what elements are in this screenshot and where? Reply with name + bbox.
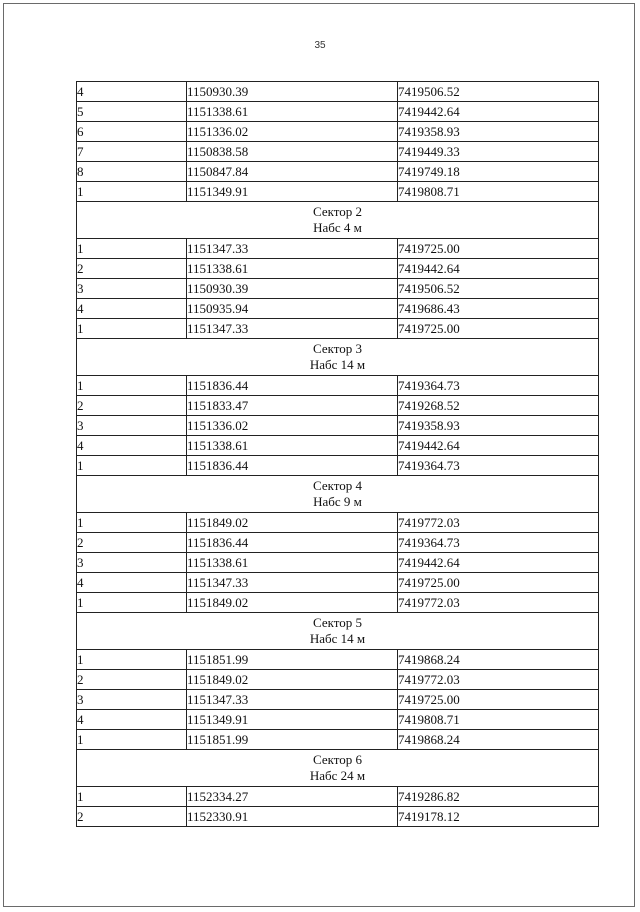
point-number-cell: 1: [77, 376, 187, 396]
table-row: [77, 279, 599, 299]
sector-title: Сектор 3: [312, 341, 362, 356]
table-row: [77, 122, 599, 142]
point-number-cell: 2: [77, 396, 187, 416]
sector-header-cell: [77, 613, 599, 650]
coordinates-table: [76, 81, 599, 827]
sector-header-cell: [77, 476, 599, 513]
table-row: [77, 807, 599, 827]
table-row: [77, 102, 599, 122]
sector-title: Сектор 2: [312, 204, 362, 219]
y-coordinate-cell: 7419358.93: [398, 416, 599, 436]
point-number-cell: 6: [77, 122, 187, 142]
x-coordinate-cell: 1151336.02: [187, 122, 398, 142]
point-number-cell: 4: [77, 710, 187, 730]
point-number-cell: 2: [77, 259, 187, 279]
table-row: [77, 396, 599, 416]
y-coordinate-cell: 7419772.03: [398, 513, 599, 533]
point-number-cell: 3: [77, 553, 187, 573]
y-coordinate-cell: 7419506.52: [398, 279, 599, 299]
y-coordinate-cell: 7419442.64: [398, 436, 599, 456]
y-coordinate-cell: 7419449.33: [398, 142, 599, 162]
x-coordinate-cell: 1151851.99: [187, 730, 398, 750]
table-row: [77, 162, 599, 182]
x-coordinate-cell: 1151851.99: [187, 650, 398, 670]
table-row: [77, 513, 599, 533]
x-coordinate-cell: 1151347.33: [187, 319, 398, 339]
table-row: [77, 670, 599, 690]
table-row: [77, 573, 599, 593]
y-coordinate-cell: 7419725.00: [398, 573, 599, 593]
x-coordinate-cell: 1150935.94: [187, 299, 398, 319]
x-coordinate-cell: 1151349.91: [187, 182, 398, 202]
x-coordinate-cell: 1151836.44: [187, 456, 398, 476]
sector-height: Набс 14 м: [309, 357, 366, 372]
sector-header-row: [77, 750, 599, 787]
sector-title: Сектор 5: [312, 615, 362, 630]
y-coordinate-cell: 7419868.24: [398, 650, 599, 670]
table-row: [77, 690, 599, 710]
x-coordinate-cell: 1151849.02: [187, 670, 398, 690]
x-coordinate-cell: 1151338.61: [187, 553, 398, 573]
table-row: [77, 299, 599, 319]
sector-header-row: [77, 476, 599, 513]
point-number-cell: 1: [77, 239, 187, 259]
point-number-cell: 4: [77, 436, 187, 456]
point-number-cell: 1: [77, 650, 187, 670]
sector-header-cell: [77, 750, 599, 787]
y-coordinate-cell: 7419286.82: [398, 787, 599, 807]
point-number-cell: 2: [77, 670, 187, 690]
y-coordinate-cell: 7419442.64: [398, 102, 599, 122]
table-row: [77, 182, 599, 202]
y-coordinate-cell: 7419808.71: [398, 710, 599, 730]
point-number-cell: 1: [77, 787, 187, 807]
point-number-cell: 7: [77, 142, 187, 162]
sector-height: Набс 9 м: [313, 494, 362, 509]
x-coordinate-cell: 1151849.02: [187, 513, 398, 533]
table-row: [77, 730, 599, 750]
page-number: 35: [314, 40, 326, 51]
point-number-cell: 5: [77, 102, 187, 122]
x-coordinate-cell: 1151836.44: [187, 533, 398, 553]
x-coordinate-cell: 1151349.91: [187, 710, 398, 730]
table-row: [77, 710, 599, 730]
y-coordinate-cell: 7419506.52: [398, 82, 599, 102]
y-coordinate-cell: 7419772.03: [398, 593, 599, 613]
table-row: [77, 553, 599, 573]
table-row: [77, 456, 599, 476]
point-number-cell: 1: [77, 730, 187, 750]
x-coordinate-cell: 1151849.02: [187, 593, 398, 613]
x-coordinate-cell: 1151336.02: [187, 416, 398, 436]
sector-title: Сектор 4: [312, 478, 362, 493]
y-coordinate-cell: 7419725.00: [398, 319, 599, 339]
point-number-cell: 3: [77, 416, 187, 436]
point-number-cell: 2: [77, 533, 187, 553]
y-coordinate-cell: 7419808.71: [398, 182, 599, 202]
point-number-cell: 3: [77, 279, 187, 299]
x-coordinate-cell: 1151836.44: [187, 376, 398, 396]
sector-header-row: [77, 202, 599, 239]
x-coordinate-cell: 1151347.33: [187, 690, 398, 710]
x-coordinate-cell: 1151347.33: [187, 573, 398, 593]
table-row: [77, 787, 599, 807]
point-number-cell: 1: [77, 182, 187, 202]
table-row: [77, 593, 599, 613]
y-coordinate-cell: 7419442.64: [398, 553, 599, 573]
point-number-cell: 4: [77, 573, 187, 593]
point-number-cell: 4: [77, 299, 187, 319]
table-row: [77, 376, 599, 396]
sector-header-cell: [77, 202, 599, 239]
table-row: [77, 239, 599, 259]
y-coordinate-cell: 7419749.18: [398, 162, 599, 182]
sector-header-cell: [77, 339, 599, 376]
x-coordinate-cell: 1152334.27: [187, 787, 398, 807]
y-coordinate-cell: 7419725.00: [398, 239, 599, 259]
table-row: [77, 650, 599, 670]
point-number-cell: 3: [77, 690, 187, 710]
point-number-cell: 1: [77, 513, 187, 533]
x-coordinate-cell: 1150930.39: [187, 279, 398, 299]
coordinates-table-body: [77, 82, 599, 827]
x-coordinate-cell: 1151338.61: [187, 259, 398, 279]
sector-height: Набс 4 м: [313, 220, 362, 235]
table-row: [77, 436, 599, 456]
x-coordinate-cell: 1151833.47: [187, 396, 398, 416]
y-coordinate-cell: 7419868.24: [398, 730, 599, 750]
table-row: [77, 319, 599, 339]
y-coordinate-cell: 7419442.64: [398, 259, 599, 279]
y-coordinate-cell: 7419364.73: [398, 533, 599, 553]
table-row: [77, 82, 599, 102]
x-coordinate-cell: 1150930.39: [187, 82, 398, 102]
y-coordinate-cell: 7419364.73: [398, 376, 599, 396]
x-coordinate-cell: 1150838.58: [187, 142, 398, 162]
point-number-cell: 1: [77, 319, 187, 339]
y-coordinate-cell: 7419725.00: [398, 690, 599, 710]
y-coordinate-cell: 7419772.03: [398, 670, 599, 690]
y-coordinate-cell: 7419178.12: [398, 807, 599, 827]
table-row: [77, 142, 599, 162]
x-coordinate-cell: 1152330.91: [187, 807, 398, 827]
sector-height: Набс 14 м: [309, 631, 366, 646]
table-row: [77, 416, 599, 436]
y-coordinate-cell: 7419686.43: [398, 299, 599, 319]
point-number-cell: 4: [77, 82, 187, 102]
point-number-cell: 2: [77, 807, 187, 827]
table-row: [77, 533, 599, 553]
y-coordinate-cell: 7419358.93: [398, 122, 599, 142]
x-coordinate-cell: 1151338.61: [187, 436, 398, 456]
x-coordinate-cell: 1151338.61: [187, 102, 398, 122]
table-row: [77, 259, 599, 279]
sector-header-row: [77, 613, 599, 650]
sector-height: Набс 24 м: [309, 768, 366, 783]
y-coordinate-cell: 7419268.52: [398, 396, 599, 416]
y-coordinate-cell: 7419364.73: [398, 456, 599, 476]
x-coordinate-cell: 1151347.33: [187, 239, 398, 259]
sector-header-row: [77, 339, 599, 376]
point-number-cell: 1: [77, 593, 187, 613]
point-number-cell: 8: [77, 162, 187, 182]
x-coordinate-cell: 1150847.84: [187, 162, 398, 182]
sector-title: Сектор 6: [312, 752, 362, 767]
point-number-cell: 1: [77, 456, 187, 476]
